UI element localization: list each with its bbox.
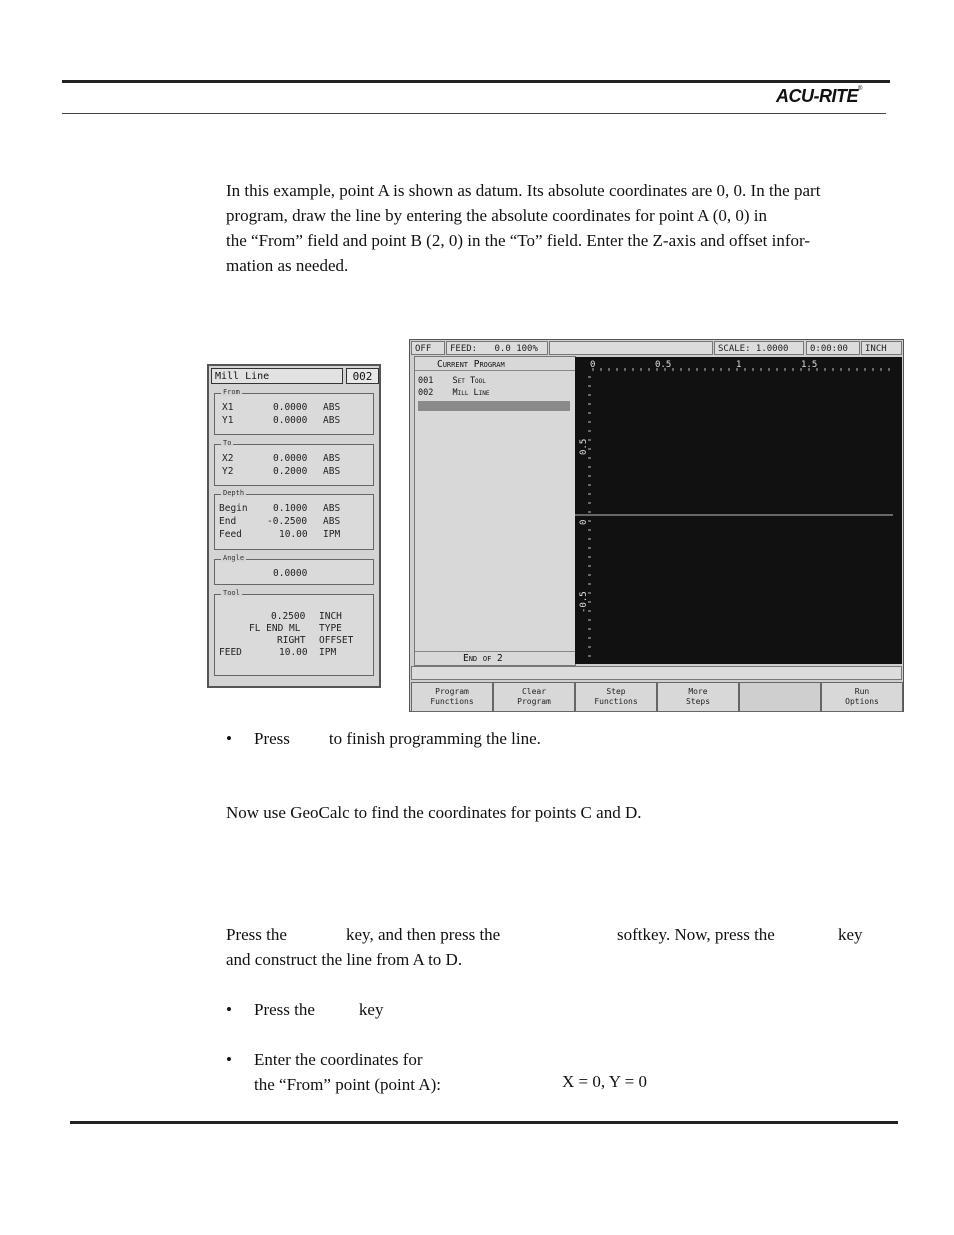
softkey-label: Run — [854, 687, 870, 696]
bullet-marker: • — [226, 729, 232, 748]
line-number: 002 — [418, 388, 434, 398]
line-text: Set Tool — [452, 376, 486, 386]
units-readout: INCH — [861, 341, 902, 355]
softkey-label: Step — [606, 687, 626, 696]
program-line[interactable] — [418, 376, 486, 386]
press-text: Press the — [226, 925, 287, 944]
unit-label: IPM — [319, 647, 337, 658]
x2-value[interactable]: 0.0000 — [273, 453, 308, 464]
scale-readout: SCALE: 1.0000 — [714, 341, 804, 355]
softkey-label: Program — [517, 697, 551, 706]
softkey-program-functions[interactable] — [411, 682, 493, 712]
unit-label: INCH — [319, 611, 342, 622]
softkey-label: Options — [845, 697, 879, 706]
group-label: Depth — [223, 489, 245, 497]
intro-line: program, draw the line by entering the absolute coordinates for point A (0, 0) in — [226, 206, 768, 225]
field-label: X1 — [222, 402, 234, 413]
time-readout: 0:00:00 — [806, 341, 860, 355]
group-label: To — [223, 439, 232, 447]
bullet-marker: • — [226, 1050, 232, 1069]
feed-value: 0.0 100% — [494, 344, 538, 354]
acu-rite-logo: ACU-RITE® — [776, 86, 862, 106]
bullet-text: key — [358, 1000, 384, 1019]
mode-label: ABS — [323, 415, 341, 426]
angle-group[interactable] — [214, 554, 374, 585]
softkey-label: Steps — [685, 697, 711, 706]
field-label: Feed — [219, 529, 242, 540]
press-text: key — [838, 925, 863, 944]
y1-value[interactable]: 0.0000 — [273, 415, 308, 426]
press-text: softkey. Now, press the — [617, 925, 775, 944]
x1-value[interactable]: 0.0000 — [273, 402, 308, 413]
y-tick-label: 0.5 — [579, 438, 589, 455]
bullet-text: the “From” point (point A): — [254, 1075, 441, 1094]
mode-label: ABS — [323, 402, 341, 413]
mode-label: ABS — [323, 453, 341, 464]
softkey-blank[interactable] — [739, 682, 821, 712]
graphics-plot — [575, 357, 902, 664]
group-label: Angle — [223, 554, 245, 562]
tool-offset[interactable]: RIGHT — [277, 635, 306, 646]
intro-paragraph — [226, 178, 820, 278]
bullet-text: Press — [254, 729, 290, 748]
y-tick-marks — [588, 377, 591, 656]
program-end: End of 2 — [415, 651, 575, 665]
field-label: End — [219, 516, 237, 527]
field-label: OFFSET — [319, 635, 354, 646]
y-tick-label: 0 — [579, 519, 589, 525]
mill-line-panel — [207, 364, 381, 688]
line-number: 001 — [418, 376, 434, 386]
softkey-label: Program — [435, 687, 469, 696]
x-tick-label: 0 — [590, 360, 596, 370]
tool-feed-value[interactable]: 10.00 — [279, 647, 308, 658]
group-label: From — [223, 388, 240, 396]
program-line[interactable] — [418, 388, 490, 398]
program-list[interactable] — [414, 356, 576, 666]
bullet-text: to finish programming the line. — [328, 729, 541, 748]
field-label: Begin — [219, 503, 248, 514]
feed-box — [446, 341, 548, 355]
bullet-text: Press the — [254, 1000, 315, 1019]
dro-screen — [409, 339, 904, 712]
footer-rule — [70, 1121, 898, 1124]
header-rule-thin — [62, 113, 886, 114]
softkey-label: More — [688, 687, 708, 696]
feed-value[interactable]: 10.00 — [279, 529, 308, 540]
intro-line: In this example, point A is shown as datum. Its absolute coordinates are 0, 0. In the part — [226, 181, 821, 200]
press-text: key, and then press the — [346, 925, 501, 944]
field-label: FEED — [219, 647, 242, 658]
x-tick-label: 1.5 — [801, 360, 818, 370]
to-group[interactable] — [214, 439, 374, 486]
bullet-enter-coordinates — [254, 1047, 441, 1097]
softkey-label: Functions — [430, 697, 474, 706]
plot-canvas — [575, 357, 902, 664]
angle-value[interactable]: 0.0000 — [273, 568, 308, 579]
press-paragraph — [226, 922, 906, 972]
softkey-label: Functions — [594, 697, 638, 706]
geocalc-sentence: Now use GeoCalc to find the coordinates for points C and D. — [226, 803, 642, 822]
header-rule — [62, 80, 890, 83]
softkey-more-steps[interactable] — [657, 682, 739, 712]
intro-line: the “From” field and point B (2, 0) in the “To” field. Enter the Z-axis and offset infor- — [226, 231, 811, 250]
panel-title: Mill Line — [211, 368, 343, 384]
selection-bar — [418, 401, 570, 411]
tool-group[interactable] — [214, 589, 374, 676]
tool-type[interactable]: FL END ML — [249, 623, 301, 634]
message-bar — [411, 666, 902, 680]
begin-value[interactable]: 0.1000 — [273, 503, 308, 514]
unit-label: IPM — [323, 529, 341, 540]
mode-label: ABS — [323, 466, 341, 477]
y2-value[interactable]: 0.2000 — [273, 466, 308, 477]
softkey-run-options[interactable] — [821, 682, 903, 712]
intro-line: mation as needed. — [226, 256, 349, 275]
bullet-press — [254, 726, 541, 751]
line-text: Mill Line — [452, 388, 490, 398]
from-group[interactable] — [214, 388, 374, 435]
softkey-clear-program[interactable] — [493, 682, 575, 712]
mode-label: ABS — [323, 516, 341, 527]
bullet-marker: • — [226, 1000, 232, 1019]
press-text: and construct the line from A to D. — [226, 950, 463, 969]
step-number: 002 — [346, 368, 379, 384]
feed-label: FEED: — [450, 344, 478, 354]
tool-diameter[interactable]: 0.2500 — [271, 611, 306, 622]
from-point-value: X = 0, Y = 0 — [562, 1072, 647, 1091]
field-label: X2 — [222, 453, 234, 464]
softkey-label: Clear — [521, 687, 547, 696]
program-title: Current Program — [415, 357, 575, 371]
status-off: OFF — [411, 341, 445, 355]
field-label: Y2 — [222, 466, 234, 477]
group-label: Tool — [223, 589, 240, 597]
status-spacer — [549, 341, 713, 355]
field-label: TYPE — [319, 623, 342, 634]
mode-label: ABS — [323, 503, 341, 514]
end-value[interactable]: -0.2500 — [267, 516, 308, 527]
y-tick-label: -0.5 — [579, 591, 589, 613]
bullet-press-key — [254, 997, 383, 1022]
x-tick-label: 0.5 — [655, 360, 672, 370]
field-label: Y1 — [222, 415, 234, 426]
bullet-text: Enter the coordinates for — [254, 1050, 423, 1069]
softkey-step-functions[interactable] — [575, 682, 657, 712]
depth-group[interactable] — [214, 489, 374, 550]
x-tick-label: 1 — [736, 360, 742, 370]
